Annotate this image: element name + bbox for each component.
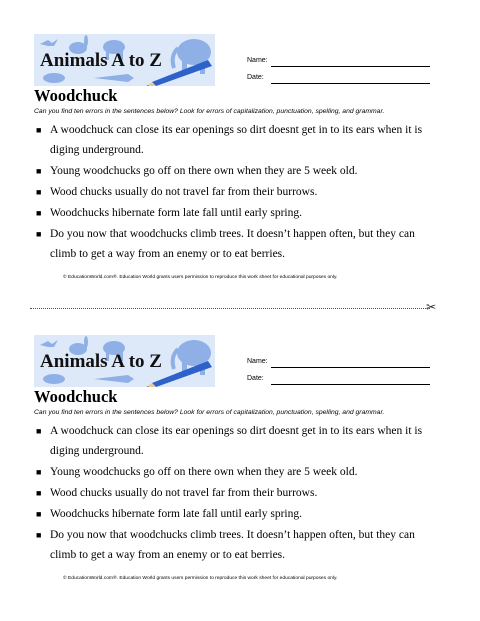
date-field[interactable] [271, 384, 430, 385]
bullet-icon: ■ [36, 125, 42, 135]
brand-title: Animals A to Z [40, 351, 162, 372]
list-item: ■ Young woodchucks go off on there own when they are 5 week old. [34, 462, 454, 482]
name-field[interactable] [271, 367, 430, 368]
bullet-icon: ■ [36, 208, 42, 218]
bullet-icon: ■ [36, 530, 42, 540]
list-item: ■ Young woodchucks go off on there own when they are 5 week old. [34, 161, 454, 181]
worksheet-bottom [0, 301, 480, 601]
copyright-notice: © EducationWorld.com®. Education World grants users permission to reproduce this work sheet for educational purposes only. [63, 275, 338, 280]
sentence-list [34, 120, 454, 265]
scissors-icon: ✂ [426, 300, 437, 314]
date-field[interactable] [271, 83, 430, 84]
worksheet-top [0, 0, 480, 300]
sentence-list [34, 421, 454, 566]
list-item: ■ Woodchucks hibernate form late fall until early spring. [34, 504, 454, 524]
worksheet-title: Woodchuck [34, 86, 118, 105]
bullet-icon: ■ [36, 488, 42, 498]
name-label: Name: [247, 57, 268, 64]
bullet-icon: ■ [36, 467, 42, 477]
brand-title: Animals A to Z [40, 50, 162, 71]
list-item: ■ Wood chucks usually do not travel far from their burrows. [34, 182, 454, 202]
list-item: ■ A woodchuck can close its ear openings so dirt doesnt get in to its ears when it is diging underground. [34, 120, 454, 160]
list-item: ■ Do you now that woodchucks climb trees. It doesn’t happen often, but they can climb to get a way from an enemy or to eat berries. [34, 525, 454, 565]
name-field[interactable] [271, 66, 430, 67]
bullet-icon: ■ [36, 166, 42, 176]
date-label: Date: [247, 74, 264, 81]
bullet-icon: ■ [36, 229, 42, 239]
list-item: ■ A woodchuck can close its ear openings so dirt doesnt get in to its ears when it is diging underground. [34, 421, 454, 461]
instructions: Can you find ten errors in the sentences below? Look for errors of capitalization, punctuation, spelling, and grammar. [34, 108, 385, 115]
bullet-icon: ■ [36, 426, 42, 436]
name-label: Name: [247, 358, 268, 365]
copyright-notice: © EducationWorld.com®. Education World grants users permission to reproduce this work sheet for educational purposes only. [63, 576, 338, 581]
bullet-icon: ■ [36, 509, 42, 519]
list-item: ■ Wood chucks usually do not travel far from their burrows. [34, 483, 454, 503]
list-item: ■ Woodchucks hibernate form late fall until early spring. [34, 203, 454, 223]
instructions: Can you find ten errors in the sentences below? Look for errors of capitalization, punctuation, spelling, and grammar. [34, 409, 385, 416]
date-label: Date: [247, 375, 264, 382]
bullet-icon: ■ [36, 187, 42, 197]
worksheet-title: Woodchuck [34, 387, 118, 406]
list-item: ■ Do you now that woodchucks climb trees. It doesn’t happen often, but they can climb to get a way from an enemy or to eat berries. [34, 224, 454, 264]
